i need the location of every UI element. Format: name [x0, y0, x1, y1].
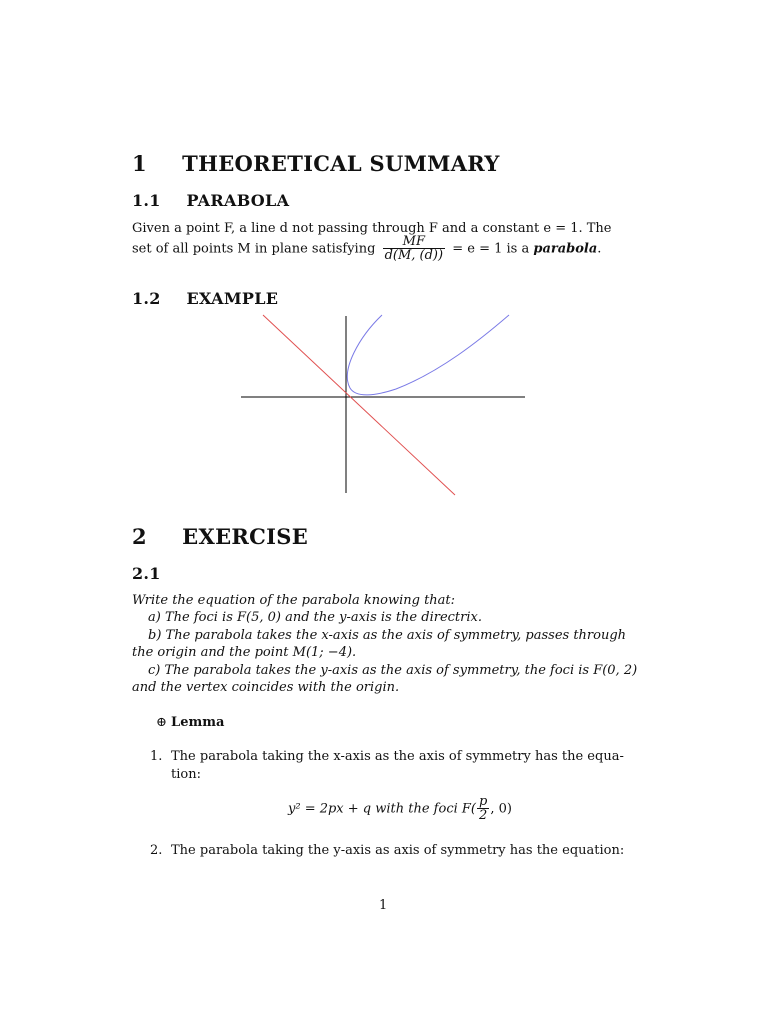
subsection-number: 1.1 [132, 191, 161, 210]
parabola-term: parabola [533, 241, 598, 257]
exercise-item-c-cont: and the vertex coincides with the origin. [132, 680, 400, 695]
exercise-item-a: a) The foci is F(5, 0) and the y-axis is the directrix. [148, 610, 482, 625]
fraction-numerator: MF [383, 235, 446, 249]
subsection-2-1-heading: 2.1 [132, 564, 161, 583]
parabola-curve [347, 315, 509, 395]
equation-fraction-denominator: 2 [479, 808, 488, 823]
equation-fraction-numerator: p [479, 794, 488, 809]
exercise-intro: Write the equation of the parabola knowing that: [132, 593, 456, 608]
section-title: EXERCISE [182, 524, 309, 549]
definition-line-1: Given a point F, a line d not passing through F and a constant e = 1. The [132, 221, 612, 236]
lemma-item-1-line-2: tion: [171, 767, 201, 782]
definition-text: set of all points M in plane satisfying [132, 241, 376, 257]
lemma-item-1-line-1: The parabola taking the x-axis as the axis of symmetry has the equa- [171, 749, 624, 764]
exercise-item-b-cont: the origin and the point M(1; −4). [132, 645, 357, 660]
fraction-denominator: d(M, (d)) [384, 248, 444, 263]
equation-main: y² = 2px + q with the foci F( [288, 801, 476, 817]
oplus-icon: ⊕ [156, 715, 167, 730]
equation-tail: , 0) [490, 801, 512, 817]
subsection-title: PARABOLA [186, 191, 290, 210]
section-number: 1 [132, 151, 147, 176]
lemma-equation [288, 795, 512, 823]
lemma-title: Lemma [171, 715, 225, 730]
definition-period: . [597, 241, 602, 257]
exercise-item-c: c) The parabola takes the y-axis as the axis of symmetry, the foci is F(0, 2) [148, 663, 638, 678]
definition-equality: = e = 1 is a [452, 241, 530, 257]
section-number: 2 [132, 524, 147, 549]
section-2-heading [132, 524, 308, 549]
subsection-title: EXAMPLE [186, 289, 279, 308]
exercise-item-b: b) The parabola takes the x-axis as the axis of symmetry, passes through [148, 628, 627, 643]
directrix-line [263, 315, 455, 495]
equation-fraction [477, 795, 489, 823]
subsection-number: 1.2 [132, 289, 161, 308]
lemma-heading [156, 714, 224, 732]
lemma-item-1-number: 1. [150, 749, 163, 764]
lemma-item-2-text: The parabola taking the y-axis as axis of symmetry has the equation: [171, 843, 625, 858]
lemma-item-2-number: 2. [150, 843, 163, 858]
page-number: 1 [379, 898, 388, 913]
section-title: THEORETICAL SUMMARY [182, 151, 500, 176]
